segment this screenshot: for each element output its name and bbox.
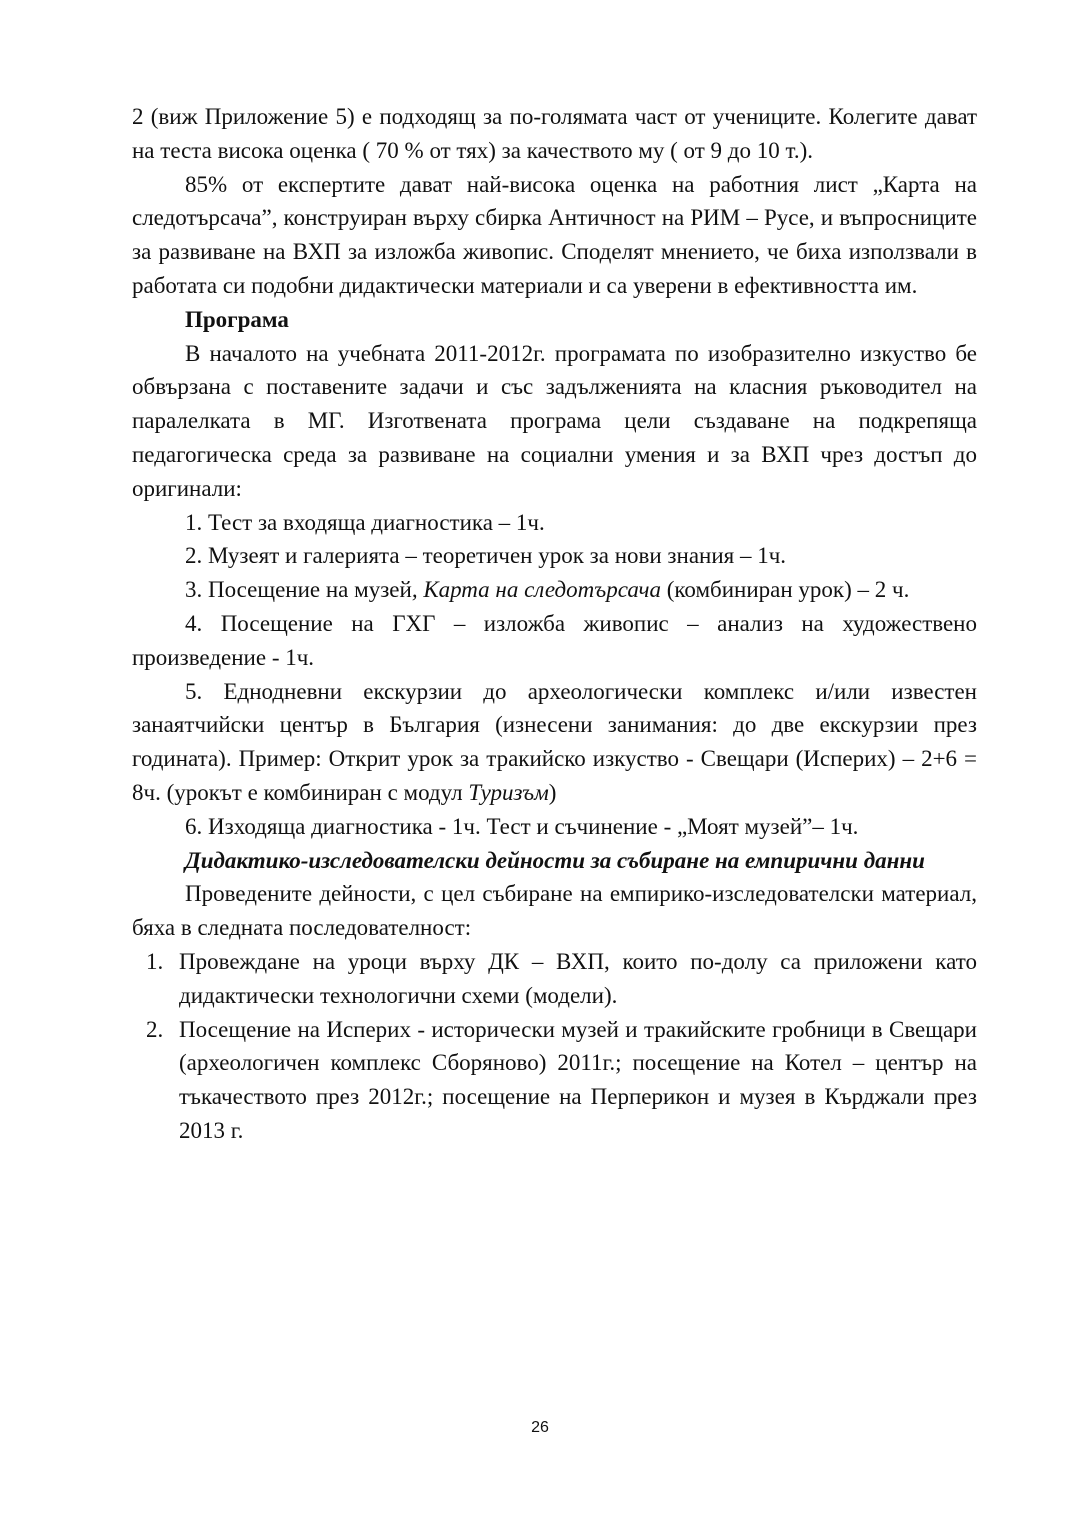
program-item-6: 6. Изходяща диагностика - 1ч. Тест и съчинение - „Моят музей”– 1ч. xyxy=(185,813,859,839)
program-item-2: 2. Музеят и галерията – теоретичен урок за нови знания – 1ч. xyxy=(185,543,787,569)
item-3-rest: (комбиниран урок) – 2 ч. xyxy=(661,577,910,603)
list-text: Посещение на Исперих - исторически музей и тракийските гробници в Свещари (археологичен комплекс Сборяново) 2011г.; посещение на Котел – център на тъкачеството през 2012г.; посещение на Перперикон и музея в Кърджали през 2013 г. xyxy=(179,1016,977,1143)
list-item xyxy=(132,1013,977,1148)
heading-didactic: Дидактико-изследователски дейности за събиране на емпирични данни xyxy=(185,847,925,873)
program-item-5 xyxy=(132,675,977,810)
list-number: 1. xyxy=(146,948,164,974)
activities-list xyxy=(132,945,977,1148)
list-number: 2. xyxy=(146,1016,164,1042)
list-text: Провеждане на уроци върху ДК – ВХП, които по-долу са приложени като дидактически технологични схеми (модели). xyxy=(179,948,977,1008)
heading-program: Програма xyxy=(185,306,289,332)
program-item-1: 1. Тест за входяща диагностика – 1ч. xyxy=(185,509,545,535)
paragraph-intro: 2 (виж Приложение 5) е подходящ за по-голямата част от учениците. Колегите дават на теста висока оценка ( 70 % от тях) за качеството му ( от 9 до 10 т.). xyxy=(132,104,977,163)
paragraph-program: В началото на учебната 2011-2012г. програмата по изобразително изкуство бе обвързана с поставените задачи и със задълженията на класния ръководител на паралелката в МГ. Изготвената програма цели създаване на подкрепяща педагогическа среда за развиване на социални умения и за ВХП чрез достъп до оригинали: xyxy=(132,340,977,501)
item-5-italic: Туризъм xyxy=(468,779,549,805)
program-item-3 xyxy=(132,573,977,607)
item-5-close: ) xyxy=(548,779,557,805)
program-item-4: 4. Посещение на ГХГ – изложба живопис – анализ на художествено произведение - 1ч. xyxy=(132,610,977,670)
page-number: 26 xyxy=(531,1419,549,1436)
paragraph-experts: 85% от експертите дават най-висока оценка на работния лист „Карта на следотърсача”, конструиран върху сбирка Античност на РИМ – Русе, и въпросниците за развиване на ВХП за изложба живопис. Споделят мнението, че биха използвали в работата си подобни дидактически материали и са уверени в ефективността им. xyxy=(132,171,977,298)
item-3-italic: , Карта на следотърсача xyxy=(411,577,661,603)
paragraph-activities: Проведените дейности, с цел събиране на емпирико-изследователски материал, бяха в следната последователност: xyxy=(132,881,977,941)
body-text xyxy=(132,100,977,1148)
item-5-text: 5. Еднодневни екскурзии до археологически комплекс и/или известен занаятчийски център в България (изнесени занимания: до две екскурзии през годината). Пример: Открит урок за тракийско изкуство - Свещари (Исперих) – 2+6 = 8ч. (урокът е комбиниран с модул xyxy=(132,678,977,805)
list-item xyxy=(132,945,977,1013)
item-3-text: 3. Посещение на музей xyxy=(185,577,412,603)
